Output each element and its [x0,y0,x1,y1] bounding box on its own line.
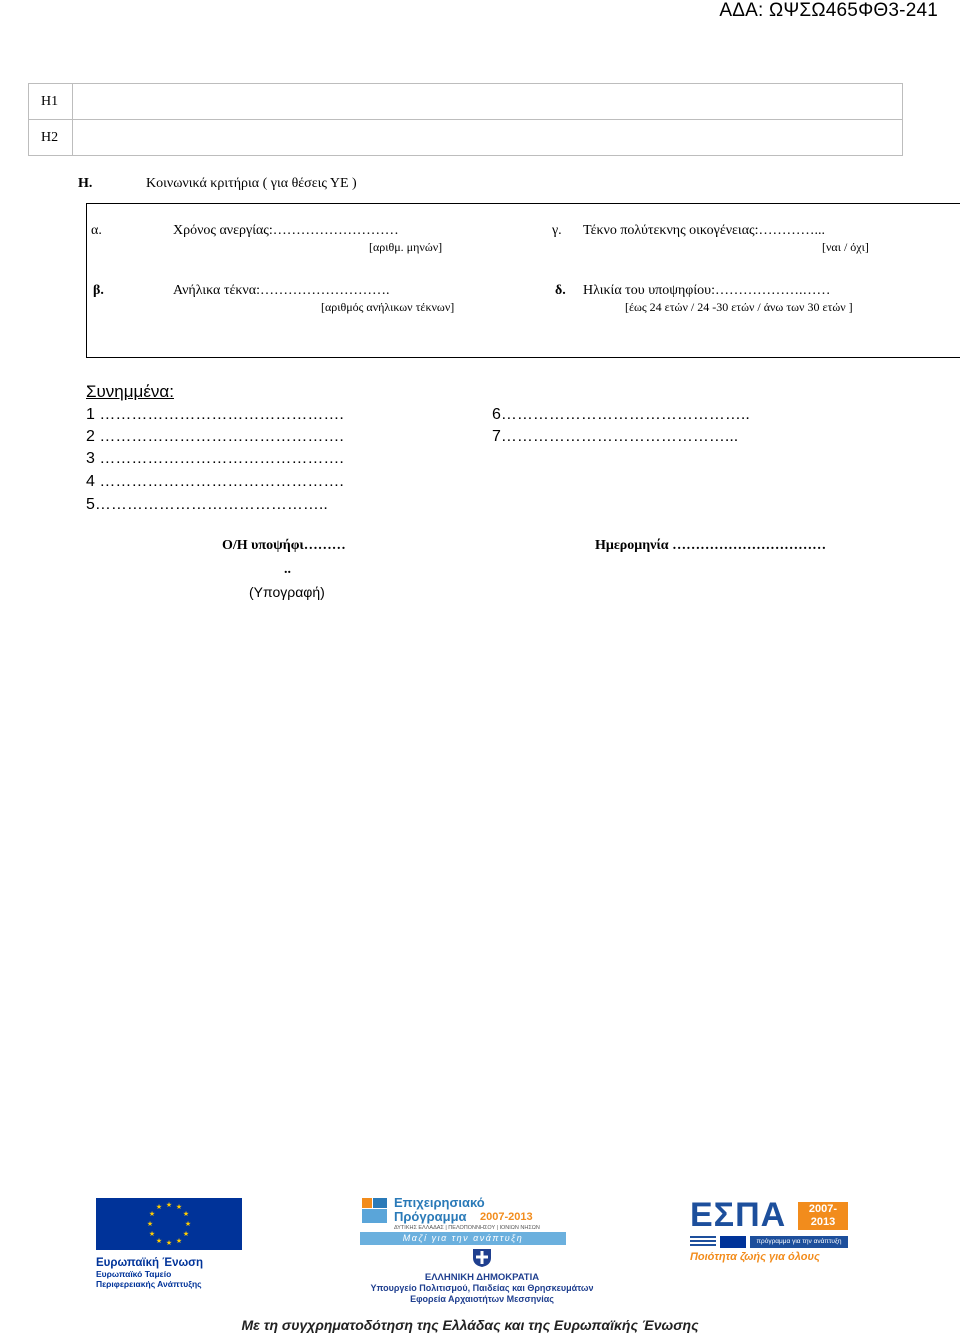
signature-label: (Υπογραφή) [249,584,325,600]
ada-code: ΑΔΑ: ΩΨΣΩ465ΦΘ3-241 [719,0,938,21]
criterion-a-letter: α. [91,223,102,238]
criterion-d-hint: [έως 24 ετών / 24 -30 ετών / άνω των 30 ετών ] [625,300,853,314]
criterion-b-hint: [αριθμός ανήλικων τέκνων] [321,300,455,314]
op-title2: Πρόγραμμα [394,1209,467,1224]
section-title: Κοινωνικά κριτήρια ( για θέσεις ΥΕ ) [146,176,357,191]
svg-text:★: ★ [182,1210,190,1218]
eu-logo [96,1198,242,1289]
attachment-line-5: 5…………………………………….. [86,496,328,513]
eu-logo-line1: Ευρωπαϊκή Ένωση [96,1257,204,1269]
espa-title: ΕΣΠΑ [690,1196,787,1234]
espa-logo [690,1198,850,1266]
candidate-label: Ο/Η υποψήφι……… [222,538,346,553]
section-letter: Η. [78,176,93,191]
espa-tag1: πρόγραμμα για την ανάπτυξη [750,1236,848,1248]
attachment-line-4: 4 ………………………………………. [86,473,344,490]
criterion-g-hint: [ναι / όχι] [822,240,869,254]
eu-logo-line3: Περιφερειακής Ανάπτυξης [96,1279,202,1289]
svg-text:★: ★ [146,1220,154,1228]
svg-text:★: ★ [184,1220,192,1228]
date-label: Ημερομηνία …………………………… [595,538,827,553]
svg-text:★: ★ [182,1230,190,1238]
criterion-a-label: Χρόνος ανεργίας:……………………… [173,223,399,238]
op-slogan: Μαζί για την ανάπτυξη [360,1232,566,1245]
greek-flag-icon [690,1236,716,1248]
criterion-a-hint: [αριθμ. μηνών] [369,240,443,254]
espa-years: 2007-2013 [798,1202,848,1230]
table-row [29,120,903,156]
gov-line3: Εφορεία Αρχαιοτήτων Μεσσηνίας [410,1294,554,1304]
svg-text:★: ★ [165,1201,173,1209]
op-title1: Επιχειρησιακό [394,1195,485,1210]
svg-text:★: ★ [148,1230,156,1238]
svg-text:★: ★ [148,1210,156,1218]
attachment-line-2: 2 ………………………………………. [86,428,344,445]
criterion-d-letter: δ. [555,283,566,298]
attachment-line-3: 3 ………………………………………. [86,450,344,467]
greek-emblem-icon [471,1246,493,1268]
eu-flag-small-icon [720,1236,746,1248]
gov-line1: ΕΛΛΗΝΙΚΗ ΔΗΜΟΚΡΑΤΙΑ [424,1272,540,1283]
criterion-b-letter: β. [93,283,104,298]
row-value[interactable] [73,84,903,120]
espa-tag2: Ποιότητα ζωής για όλους [690,1251,820,1263]
svg-text:★: ★ [165,1239,173,1247]
h-rows-table [28,83,903,156]
criterion-g-label: Τέκνο πολύτεκνης οικογένειας:…………... [583,223,825,238]
op-years: 2007-2013 [480,1211,533,1223]
attachment-line-6: 6……………………………………….. [492,406,750,423]
svg-text:★: ★ [155,1203,163,1211]
cofinancing-footer: Με τη συγχρηματοδότηση της Ελλάδας και της Ευρωπαϊκής Ένωσης [241,1317,699,1333]
eu-flag-icon [96,1198,242,1250]
svg-text:★: ★ [175,1237,183,1245]
op-region: ΔΥΤΙΚΗΣ ΕΛΛΑΔΑΣ | ΠΕΛΟΠΟΝΝΗΣΟΥ | ΙΟΝΙΩΝ ΝΗΣΩΝ [394,1225,540,1231]
criterion-d-label: Ηλικία του υποψηφίου:……………….…… [583,283,831,298]
gov-line2: Υπουργείο Πολιτισμού, Παιδείας και Θρησκευμάτων [370,1283,594,1293]
signature-dots: .. [284,562,291,577]
op-logo [360,1196,568,1246]
row-label: Η2 [29,120,73,156]
svg-text:★: ★ [155,1237,163,1245]
table-row [29,84,903,120]
attachment-line-7: 7……………………………………... [492,428,739,445]
eu-logo-line2: Ευρωπαϊκό Ταμείο [96,1269,172,1279]
gov-block [328,1246,636,1306]
svg-text:★: ★ [175,1203,183,1211]
attachment-line-1: 1 ………………………………………. [86,406,344,423]
criterion-g-letter: γ. [552,223,562,238]
criterion-b-label: Ανήλικα τέκνα:………………………. [173,283,390,298]
row-label: Η1 [29,84,73,120]
op-emblem-icon [360,1196,390,1226]
row-value[interactable] [73,120,903,156]
attachments-title: Συνημμένα: [86,382,174,401]
